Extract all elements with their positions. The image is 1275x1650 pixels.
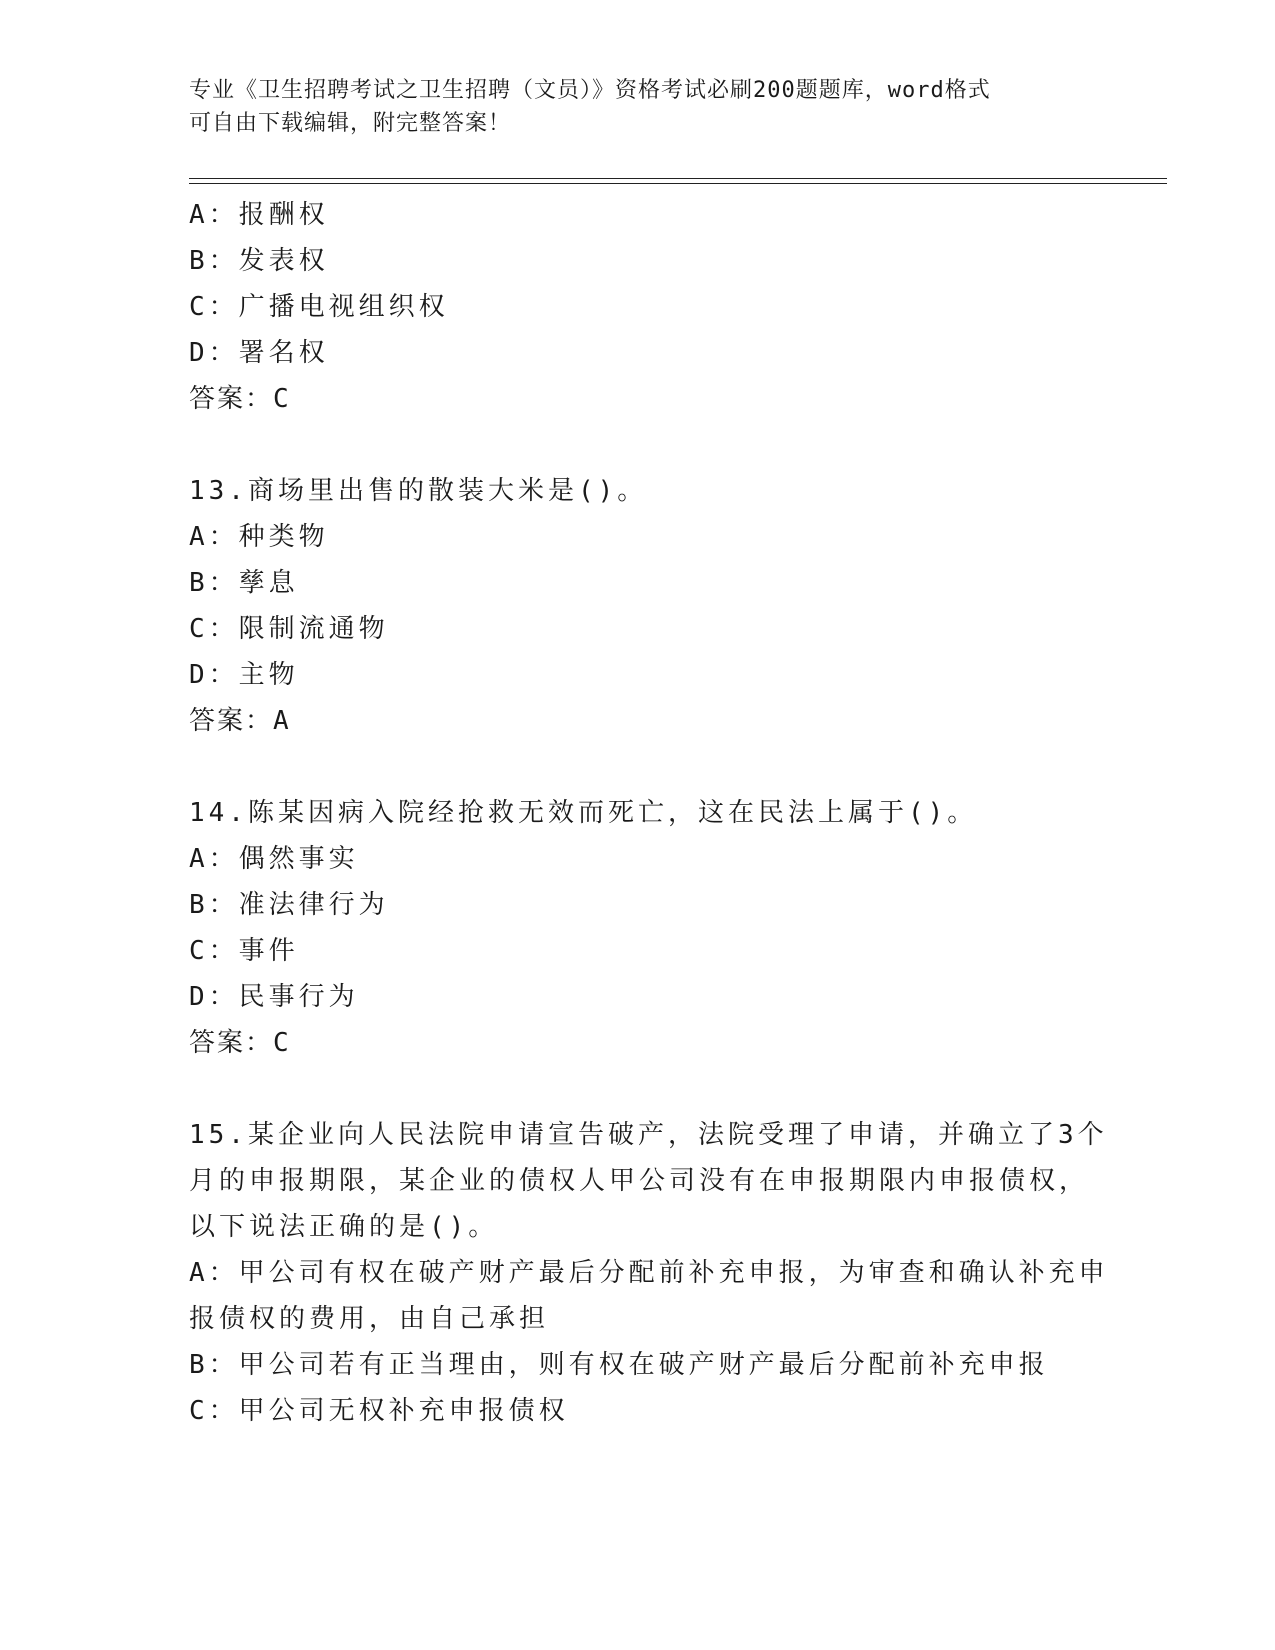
- header-divider-bottom: [189, 183, 1167, 184]
- header-line-2: 可自由下载编辑，附完整答案！: [189, 111, 512, 136]
- header-divider-top: [189, 178, 1167, 179]
- q12-option-b: B：发表权: [189, 246, 329, 276]
- q13-option-d: D：主物: [189, 660, 299, 690]
- spacer: [189, 1066, 1089, 1112]
- question-13: [189, 468, 1089, 744]
- question-content: [189, 192, 1109, 1434]
- q13-option-c: C：限制流通物: [189, 614, 389, 644]
- q14-option-b: B：准法律行为: [189, 890, 389, 920]
- q15-title-line-1: 15.某企业向人民法院申请宣告破产，法院受理了申请，并确立了3个: [189, 1120, 1108, 1150]
- document-header: [189, 74, 1069, 140]
- q14-option-c: C：事件: [189, 936, 299, 966]
- q15-title-line-2: 月的申报期限，某企业的债权人甲公司没有在申报期限内申报债权，: [189, 1166, 1090, 1196]
- spacer: [189, 744, 1089, 790]
- q14-answer: 答案：C: [189, 1028, 291, 1058]
- question-15: [189, 1112, 1109, 1434]
- spacer: [189, 422, 1089, 468]
- q15-option-a-line-2: 报债权的费用，由自己承担: [189, 1304, 550, 1334]
- q12-option-c: C：广播电视组织权: [189, 292, 449, 322]
- q15-option-b: B：甲公司若有正当理由，则有权在破产财产最后分配前补充申报: [189, 1350, 1049, 1380]
- q13-option-a: A：种类物: [189, 522, 329, 552]
- q14-title: 14.陈某因病入院经抢救无效而死亡，这在民法上属于()。: [189, 798, 978, 828]
- question-12: [189, 192, 1089, 422]
- header-line-1: 专业《卫生招聘考试之卫生招聘（文员）》资格考试必刷200题题库，word格式: [189, 78, 991, 103]
- q14-option-d: D：民事行为: [189, 982, 359, 1012]
- q12-answer: 答案：C: [189, 384, 291, 414]
- q12-option-a: A：报酬权: [189, 200, 329, 230]
- q15-option-a-line-1: A：甲公司有权在破产财产最后分配前补充申报，为审查和确认补充申: [189, 1258, 1109, 1288]
- q13-title: 13.商场里出售的散装大米是()。: [189, 476, 648, 506]
- q13-answer: 答案：A: [189, 706, 291, 736]
- q13-option-b: B：孳息: [189, 568, 299, 598]
- q12-option-d: D：署名权: [189, 338, 329, 368]
- question-14: [189, 790, 1089, 1066]
- q14-option-a: A：偶然事实: [189, 844, 359, 874]
- q15-option-c: C：甲公司无权补充申报债权: [189, 1396, 569, 1426]
- q15-title-line-3: 以下说法正确的是()。: [189, 1212, 499, 1242]
